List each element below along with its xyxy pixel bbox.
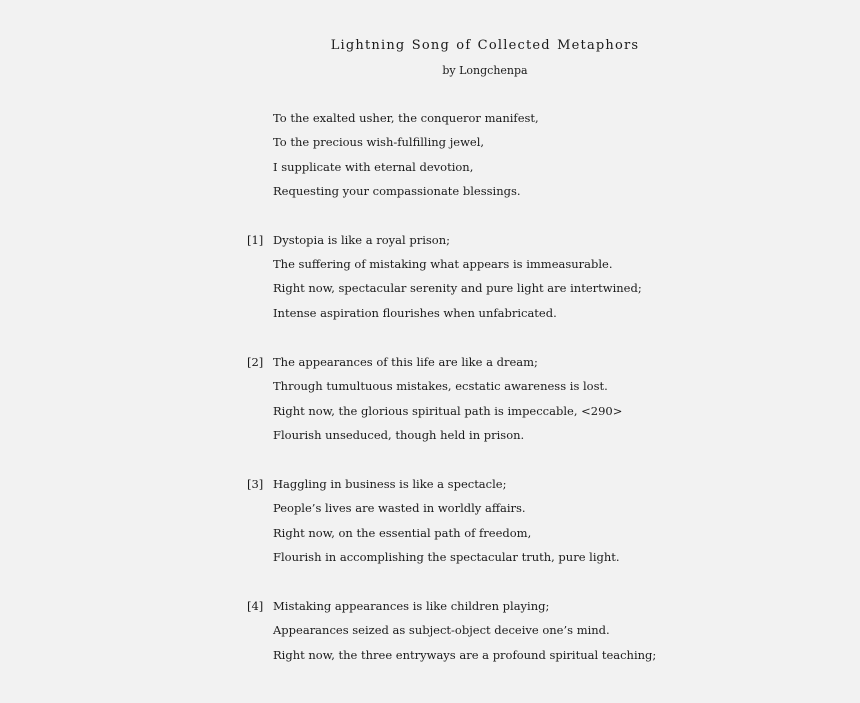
stanza-line: Right now, spectacular serenity and pure light are intertwined; [273, 281, 642, 295]
poem-author: by Longchenpa [442, 64, 528, 77]
stanza-line: The suffering of mistaking what appears is immeasurable. [273, 257, 613, 271]
verse-number: [1] [247, 233, 264, 247]
stanza-line: Right now, the glorious spiritual path is impeccable, <290> [273, 404, 623, 418]
stanza-line: Right now, on the essential path of freedom, [273, 526, 532, 540]
verse-number: [3] [247, 477, 264, 491]
verse-number: [4] [247, 599, 264, 613]
stanza-line: Flourish unseduced, though held in prison. [273, 428, 525, 442]
stanza-line: The appearances of this life are like a dream; [273, 355, 538, 369]
stanza-line: Right now, the three entryways are a profound spiritual teaching; [273, 648, 657, 662]
stanza-line: Appearances seized as subject-object deceive one’s mind. [273, 623, 610, 637]
verse-number: [2] [247, 355, 264, 369]
stanza-line: Through tumultuous mistakes, ecstatic awareness is lost. [273, 379, 608, 393]
stanza-line: I supplicate with eternal devotion, [273, 160, 474, 174]
stanza-line: Haggling in business is like a spectacle; [273, 477, 507, 491]
stanza-line: Dystopia is like a royal prison; [273, 233, 450, 247]
stanza-line: Flourish in accomplishing the spectacular truth, pure light. [273, 550, 620, 564]
stanza-line: Mistaking appearances is like children playing; [273, 599, 550, 613]
stanza-line: Requesting your compassionate blessings. [273, 184, 521, 198]
poem-title: Lightning Song of Collected Metaphors [330, 38, 640, 53]
stanza-line: To the exalted usher, the conqueror manifest, [273, 111, 539, 125]
stanza-line: To the precious wish-fulfilling jewel, [273, 135, 485, 149]
stanza-line: Intense aspiration flourishes when unfabricated. [273, 306, 557, 320]
stanza-line: People’s lives are wasted in worldly affairs. [273, 501, 526, 515]
